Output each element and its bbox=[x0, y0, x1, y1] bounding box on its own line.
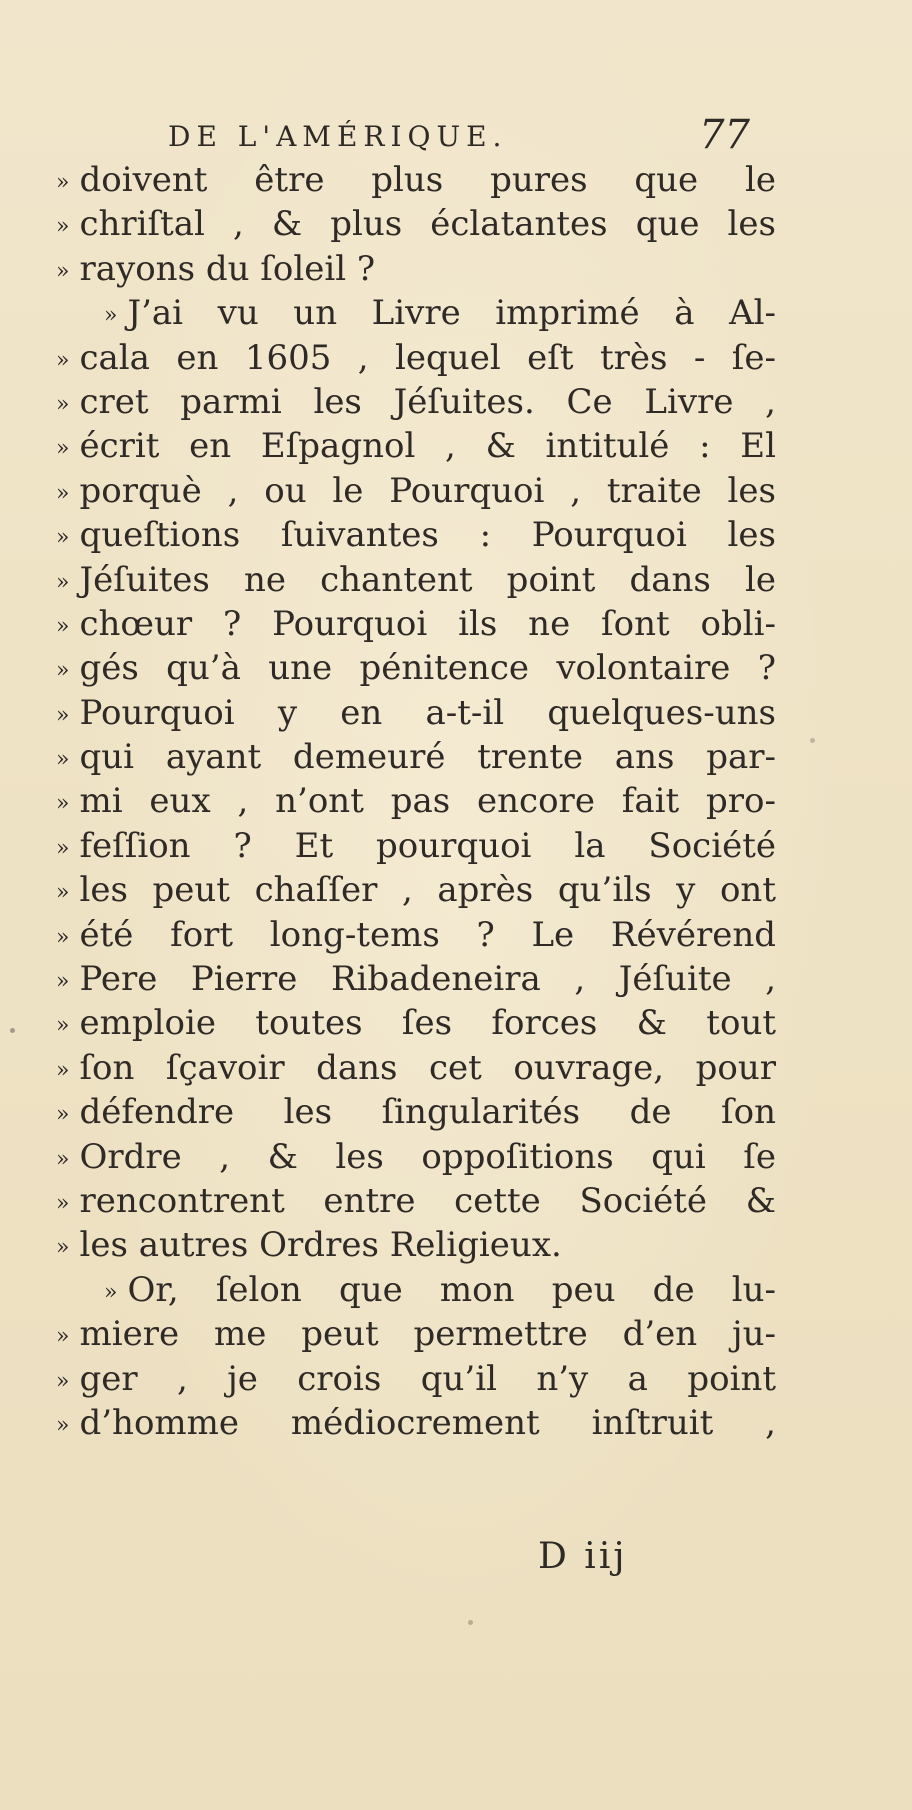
line-text: d’homme médiocrement inſtruit , bbox=[79, 1402, 776, 1443]
text-line bbox=[56, 1268, 776, 1312]
text-line bbox=[56, 1179, 776, 1223]
text-line bbox=[56, 469, 776, 513]
quote-mark: » bbox=[56, 969, 70, 995]
text-line bbox=[56, 1090, 776, 1134]
line-text: gés qu’à une pénitence volontaire ? bbox=[79, 648, 776, 689]
text-line bbox=[56, 824, 776, 868]
text-line bbox=[56, 1312, 776, 1356]
text-line bbox=[56, 247, 776, 291]
ink-speck bbox=[810, 738, 815, 743]
running-head-title: DE L'AMÉRIQUE. bbox=[168, 120, 508, 153]
text-line bbox=[56, 602, 776, 646]
quote-mark: » bbox=[56, 1146, 70, 1172]
line-text: ger , je crois qu’il n’y a point bbox=[79, 1358, 776, 1399]
text-line bbox=[56, 691, 776, 735]
text-line bbox=[56, 646, 776, 690]
text-line bbox=[56, 336, 776, 380]
line-text: rencontrent entre cette Société & bbox=[79, 1180, 776, 1221]
text-line bbox=[56, 1223, 776, 1267]
quote-mark: » bbox=[56, 1102, 70, 1128]
line-text: feſſion ? Et pourquoi la Société bbox=[79, 825, 776, 866]
quote-mark: » bbox=[56, 658, 70, 684]
ink-speck bbox=[468, 1620, 473, 1625]
text-line bbox=[56, 1401, 776, 1445]
quote-mark: » bbox=[56, 214, 70, 240]
text-line bbox=[56, 735, 776, 779]
line-text: J’ai vu un Livre imprimé à Al- bbox=[127, 293, 776, 334]
line-text: été fort long-tems ? Le Révérend bbox=[79, 914, 776, 955]
quote-mark: » bbox=[56, 1235, 70, 1261]
running-head bbox=[168, 106, 768, 166]
line-text: doivent être plus pures que le bbox=[79, 160, 776, 200]
signature-mark: D iij bbox=[538, 1536, 628, 1577]
quote-mark: » bbox=[56, 1368, 70, 1394]
line-text: ſon ſçavoir dans cet ouvrage, pour bbox=[79, 1047, 776, 1088]
quote-mark: » bbox=[56, 1190, 70, 1216]
line-text: cret parmi les Jéſuites. Ce Livre , bbox=[79, 381, 776, 422]
text-line bbox=[56, 158, 776, 202]
quote-mark: » bbox=[104, 303, 118, 329]
line-text: chriſtal , & plus éclatantes que les bbox=[79, 204, 776, 245]
body-text bbox=[56, 158, 776, 1445]
text-line bbox=[56, 424, 776, 468]
line-text: porquè , ou le Pourquoi , traite les bbox=[79, 470, 776, 511]
ink-speck bbox=[10, 1028, 15, 1033]
line-text: Jéſuites ne chantent point dans le bbox=[79, 559, 776, 600]
text-line bbox=[56, 291, 776, 335]
text-line bbox=[56, 1046, 776, 1090]
quote-mark: » bbox=[56, 880, 70, 906]
line-text: cala en 1605 , lequel eſt très - ſe- bbox=[79, 337, 776, 378]
line-text: Pourquoi y en a-t-il quelques-uns bbox=[79, 692, 776, 733]
line-text: les autres Ordres Religieux. bbox=[79, 1225, 562, 1266]
line-text: Ordre , & les oppoſitions qui ſe bbox=[79, 1136, 776, 1177]
quote-mark: » bbox=[56, 391, 70, 417]
quote-mark: » bbox=[56, 347, 70, 373]
line-text: queſtions ſuivantes : Pourquoi les bbox=[79, 515, 776, 556]
text-line bbox=[56, 202, 776, 246]
quote-mark: » bbox=[104, 1279, 118, 1305]
line-text: défendre les ſingularités de ſon bbox=[79, 1092, 776, 1133]
line-text: emploie toutes ſes forces & tout bbox=[79, 1003, 776, 1044]
text-line bbox=[56, 1135, 776, 1179]
text-line bbox=[56, 1357, 776, 1401]
line-text: mi eux , n’ont pas encore fait pro- bbox=[79, 781, 776, 822]
quote-mark: » bbox=[56, 1013, 70, 1039]
line-text: Or, ſelon que mon peu de lu- bbox=[127, 1269, 776, 1310]
quote-mark: » bbox=[56, 1324, 70, 1350]
quote-mark: » bbox=[56, 569, 70, 595]
line-text: qui ayant demeuré trente ans par- bbox=[79, 737, 776, 778]
quote-mark: » bbox=[56, 1057, 70, 1083]
quote-mark: » bbox=[56, 525, 70, 551]
quote-mark: » bbox=[56, 835, 70, 861]
quote-mark: » bbox=[56, 791, 70, 817]
quote-mark: » bbox=[56, 613, 70, 639]
quote-mark: » bbox=[56, 747, 70, 773]
text-line bbox=[56, 868, 776, 912]
text-line bbox=[56, 957, 776, 1001]
line-text: Pere Pierre Ribadeneira , Jéſuite , bbox=[79, 959, 776, 1000]
line-text: chœur ? Pourquoi ils ne ſont obli- bbox=[79, 603, 776, 644]
text-line bbox=[56, 513, 776, 557]
line-text: rayons du ſoleil ? bbox=[79, 248, 376, 289]
quote-mark: » bbox=[56, 258, 70, 284]
quote-mark: » bbox=[56, 1412, 70, 1438]
quote-mark: » bbox=[56, 702, 70, 728]
quote-mark: » bbox=[56, 924, 70, 950]
quote-mark: » bbox=[56, 480, 70, 506]
text-line bbox=[56, 913, 776, 957]
quote-mark: » bbox=[56, 170, 70, 195]
page-number: 77 bbox=[699, 112, 750, 158]
text-line bbox=[56, 558, 776, 602]
text-line bbox=[56, 779, 776, 823]
quote-mark: » bbox=[56, 436, 70, 462]
text-line bbox=[56, 1001, 776, 1045]
line-text: écrit en Eſpagnol , & intitulé : El bbox=[79, 426, 776, 467]
line-text: miere me peut permettre d’en ju- bbox=[79, 1314, 776, 1355]
line-text: les peut chaſſer , après qu’ils y ont bbox=[79, 870, 776, 911]
text-line bbox=[56, 380, 776, 424]
